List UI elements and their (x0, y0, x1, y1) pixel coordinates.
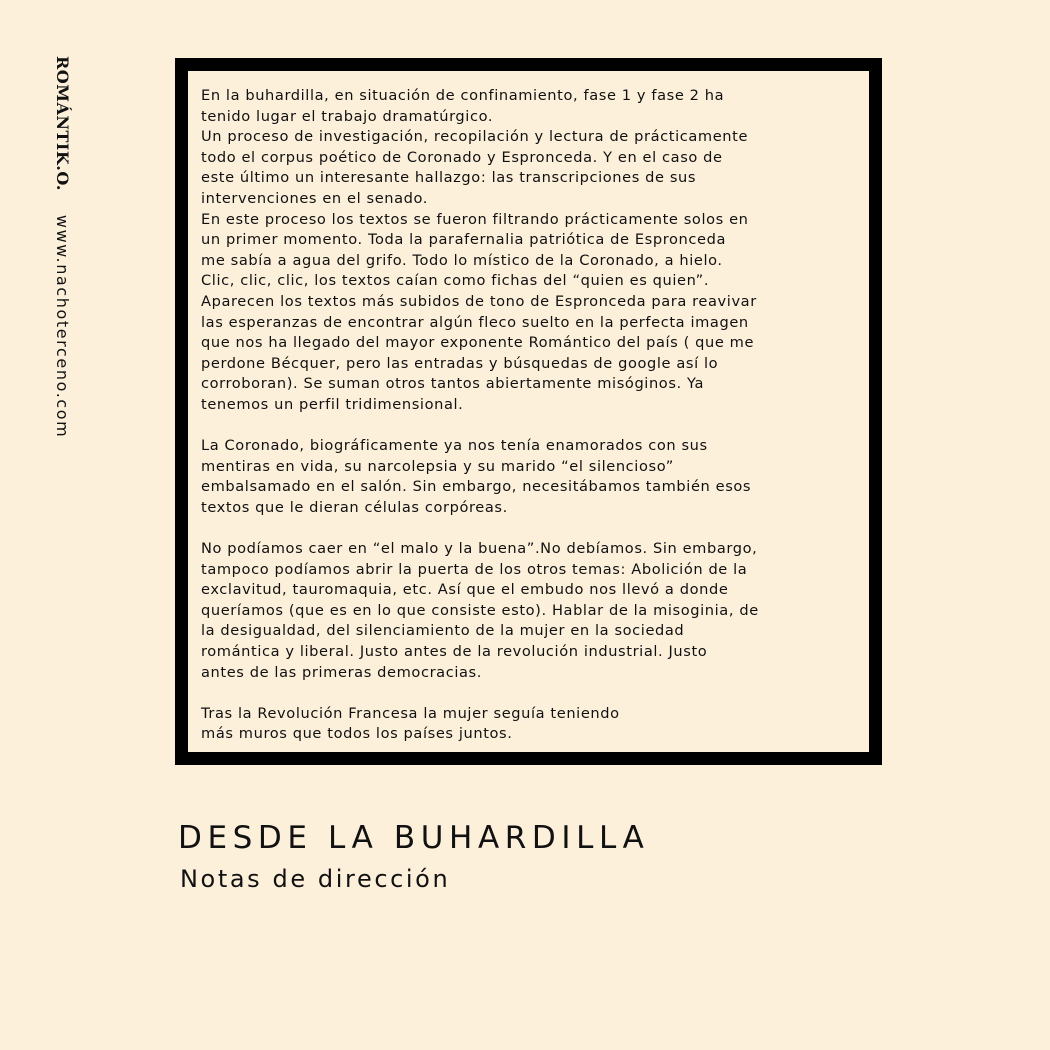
notes-paragraph: En la buhardilla, en situación de confinamiento, fase 1 y fase 2 ha tenido lugar el trabajo dramatúrgico. Un proceso de investigación, recopilación y lectura de prácticamente todo el corpus poético de Coronado y Espronceda. Y en el caso de este último un interesante hallazgo: las transcripciones de sus intervenciones en el senado. En este proceso los textos se fueron filtrando prácticamente solos en un primer momento. Toda la parafernalia patriótica de Espronceda me sabía a agua del grifo. Todo lo místico de la Coronado, a hielo. Clic, clic, clic, los textos caían como fichas del “quien es quien”. Aparecen los textos más subidos de tono de Espronceda para reavivar las esperanzas de encontrar algún fleco suelto en la perfecta imagen que nos ha llegado del mayor exponente Romántico del país ( que me perdone Bécquer, pero las entradas y búsquedas de google así lo corroboran). Se suman otros tantos abiertamente misóginos. Ya tenemos un perfil tridimensional. (201, 87, 757, 413)
notes-paragraph: No podíamos caer en “el malo y la buena”.No debíamos. Sin embargo, tampoco podíamos abrir la puerta de los otros temas: Abolición de la exclavitud, tauromaquia, etc. Así que el embudo nos llevó a donde queríamos (que es en lo que consiste esto). Hablar de la misoginia, de la desigualdad, del silenciamiento de la mujer en la sociedad romántica y liberal. Justo antes de la revolución industrial. Justo antes de las primeras democracias. (201, 540, 759, 681)
brand-name: ROMÁNTIK.O. (53, 56, 72, 191)
website-url: www.nachoterceno.com (53, 214, 72, 439)
notes-paragraph: La Coronado, biográficamente ya nos tenía enamorados con sus mentiras en vida, su narcolepsia y su marido “el silencioso” embalsamado en el salón. Sin embargo, necesitábamos también esos textos que le dieran células corpóreas. (201, 437, 752, 516)
vertical-sidebar (53, 56, 72, 438)
page-subtitle: Notas de dirección (180, 865, 451, 893)
notes-paragraph: Tras la Revolución Francesa la mujer seguía teniendo más muros que todos los países juntos. (201, 704, 620, 743)
notes-text-box (175, 58, 882, 765)
page-title: DESDE LA BUHARDILLA (178, 820, 650, 856)
